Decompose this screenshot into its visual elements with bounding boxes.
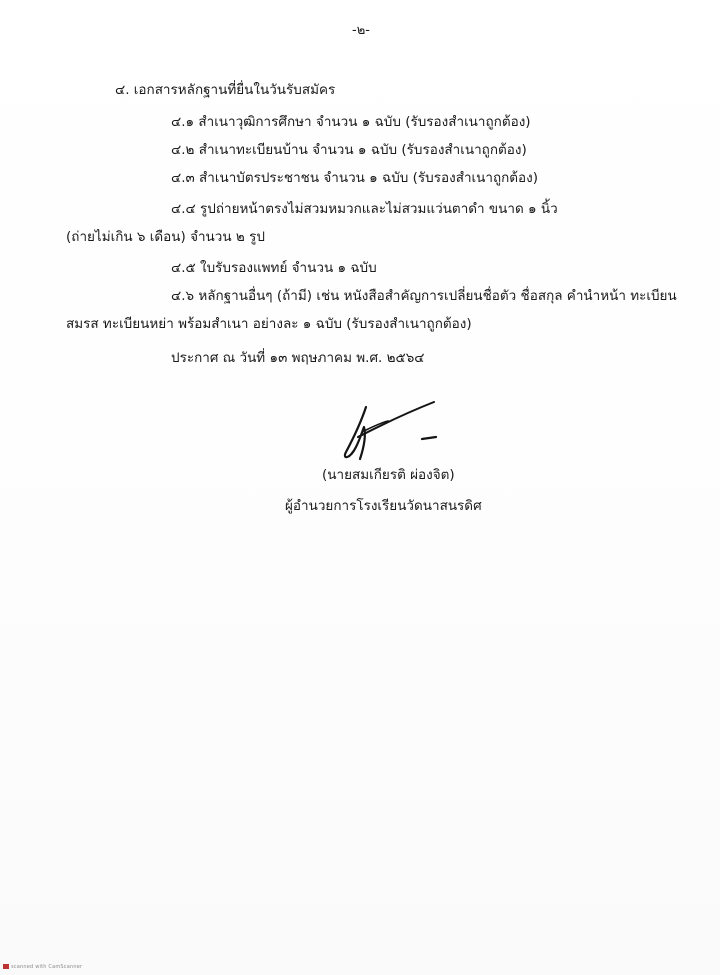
document-item-4-1: ๔.๑ สำเนาวุฒิการศึกษา จำนวน ๑ ฉบับ (รับรองสำเนาถูกต้อง) — [171, 114, 531, 130]
signer-title: ผู้อำนวยการโรงเรียนวัดนาสนรดิศ — [285, 498, 482, 514]
document-item-4-4: ๔.๔ รูปถ่ายหน้าตรงไม่สวมหมวกและไม่สวมแว่นตาดำ ขนาด ๑ นิ้ว — [171, 201, 558, 217]
announcement-date: ประกาศ ณ วันที่ ๑๓ พฤษภาคม พ.ศ. ๒๕๖๔ — [171, 350, 425, 366]
signature-image — [336, 397, 446, 467]
document-item-4-2: ๔.๒ สำเนาทะเบียนบ้าน จำนวน ๑ ฉบับ (รับรองสำเนาถูกต้อง) — [171, 142, 527, 158]
document-item-4-5: ๔.๕ ใบรับรองแพทย์ จำนวน ๑ ฉบับ — [171, 260, 377, 276]
document-item-4-4-continuation: (ถ่ายไม่เกิน ๖ เดือน) จำนวน ๒ รูป — [66, 229, 265, 245]
signer-name: (นายสมเกียรติ ผ่องจิต) — [322, 467, 455, 483]
page-number: -๒- — [352, 23, 370, 38]
scanner-watermark — [3, 964, 82, 970]
scanner-logo-icon — [3, 964, 9, 969]
document-item-4-6: ๔.๖ หลักฐานอื่นๆ (ถ้ามี) เช่น หนังสือสำคัญการเปลี่ยนชื่อตัว ชื่อสกุล คำนำหน้า ทะเบียน — [171, 288, 677, 304]
section-heading: ๔. เอกสารหลักฐานที่ยื่นในวันรับสมัคร — [115, 82, 336, 98]
document-item-4-3: ๔.๓ สำเนาบัตรประชาชน จำนวน ๑ ฉบับ (รับรองสำเนาถูกต้อง) — [171, 170, 539, 186]
scanner-watermark-text: scanned with CamScanner — [11, 964, 83, 970]
document-item-4-6-continuation: สมรส ทะเบียนหย่า พร้อมสำเนา อย่างละ ๑ ฉบับ (รับรองสำเนาถูกต้อง) — [66, 316, 472, 332]
